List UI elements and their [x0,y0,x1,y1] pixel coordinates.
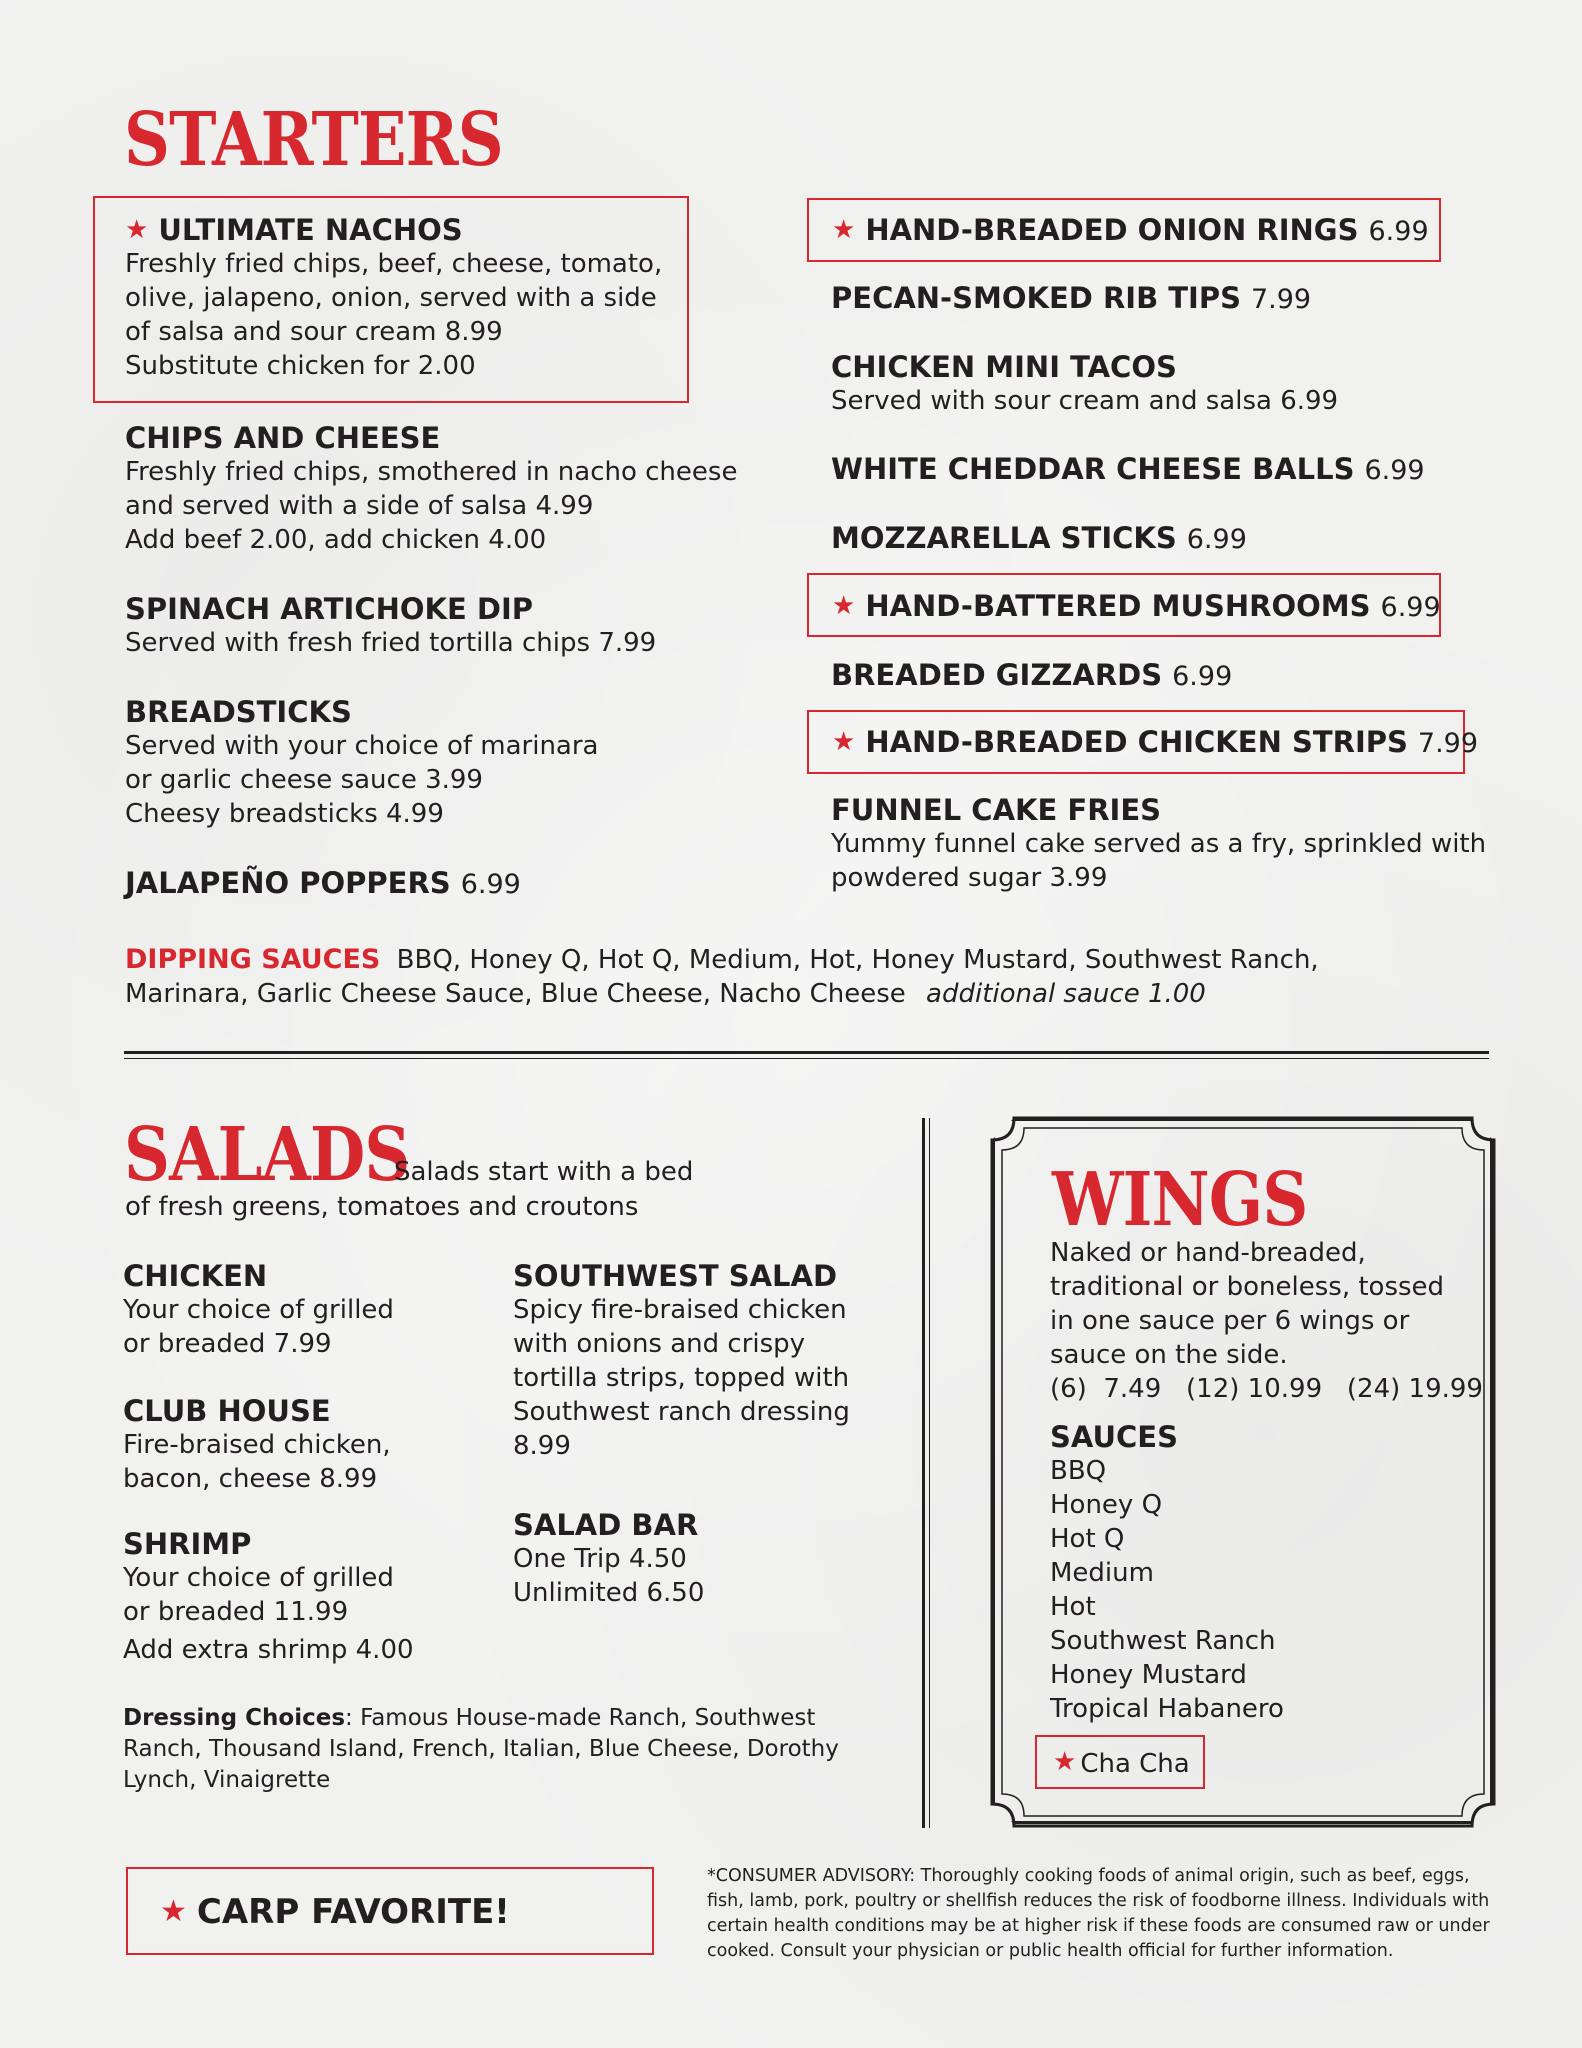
dipping-sauces-label: DIPPING SAUCES [125,944,381,975]
item-desc: Add beef 2.00, add chicken 4.00 [125,525,547,555]
item-desc: Southwest ranch dressing [513,1397,850,1427]
item-desc: 8.99 [513,1431,571,1461]
item-title: FUNNEL CAKE FRIES [831,793,1162,827]
salad-item-club-house [123,1394,391,1496]
item-title: PECAN-SMOKED RIB TIPS [831,281,1241,315]
item-desc: with onions and crispy [513,1329,806,1359]
item-title: HAND-BREADED CHICKEN STRIPS [865,725,1408,759]
wings-sauces [1050,1420,1284,1726]
salad-item-southwest [513,1259,850,1463]
dipping-sauces-list: BBQ, Honey Q, Hot Q, Medium, Hot, Honey Mustard, Southwest Ranch, [396,945,1319,975]
dressing-list: Lynch, Vinaigrette [123,1767,331,1793]
item-price: 6.99 [460,869,521,900]
wings-desc-line: Naked or hand-breaded, [1050,1238,1366,1268]
wings-desc-line: in one sauce per 6 wings or [1050,1306,1410,1336]
item-price: 6.99 [1368,216,1429,247]
menu-item-chips-and-cheese [125,421,737,557]
dressing-list: Ranch, Thousand Island, French, Italian, Blue Cheese, Dorothy [123,1736,839,1762]
item-desc: Fire-braised chicken, [123,1430,391,1460]
menu-item-chicken-mini-tacos [831,350,1338,418]
item-title: MOZZARELLA STICKS [831,521,1177,555]
item-desc: Your choice of grilled [123,1563,394,1593]
menu-item-chicken-strips [832,725,1478,761]
wings-description [1050,1236,1483,1406]
item-title: ULTIMATE NACHOS [158,213,463,247]
wings-sauce: Hot [1050,1592,1096,1622]
dipping-sauces-extra: additional sauce 1.00 [926,979,1206,1009]
advisory-line: fish, lamb, pork, poultry or shellfish reduces the risk of foodborne illness. Individuals with [707,1891,1490,1911]
item-title: BREADED GIZZARDS [831,658,1163,692]
item-title: HAND-BATTERED MUSHROOMS [865,589,1371,623]
wings-sauce: Southwest Ranch [1050,1626,1276,1656]
wings-heading: WINGS [1052,1157,1308,1243]
item-title: CHICKEN MINI TACOS [831,350,1177,384]
dipping-sauces-list: Marinara, Garlic Cheese Sauce, Blue Cheese, Nacho Cheese [125,979,906,1009]
star-icon: ★ [1053,1747,1077,1777]
item-title: SPINACH ARTICHOKE DIP [125,592,534,626]
item-desc: powdered sugar 3.99 [831,863,1108,893]
item-title: JALAPEÑO POPPERS [125,866,451,900]
item-desc: Substitute chicken for 2.00 [125,351,476,381]
item-price: 6.99 [1380,592,1441,623]
menu-item-funnel-cake-fries [831,793,1486,895]
star-icon: ★ [832,591,856,621]
menu-item-onion-rings [832,213,1429,249]
menu-item-mushrooms [832,589,1441,625]
item-title: HAND-BREADED ONION RINGS [865,213,1359,247]
menu-item-rib-tips [831,281,1311,317]
menu-item-breadsticks [125,695,598,831]
star-icon: ★ [125,215,149,245]
salads-heading: SALADS [124,1112,410,1198]
wings-sauce: Hot Q [1050,1524,1125,1554]
item-price: 7.99 [1417,728,1479,759]
item-desc: and served with a side of salsa 4.99 [125,491,594,521]
item-price: 6.99 [1172,661,1233,692]
wings-prices: (6) 7.49 (12) 10.99 (24) 19.99 [1050,1374,1483,1404]
starters-heading: STARTERS [124,97,503,183]
advisory-line: cooked. Consult your physician or public health official for further information. [707,1941,1394,1961]
item-desc: olive, jalapeno, onion, served with a side [125,283,657,313]
legend-carp-favorite [160,1892,510,1932]
wings-sauce-cha-cha [1053,1745,1190,1781]
item-desc: or breaded 7.99 [123,1329,332,1359]
item-title: CHIPS AND CHEESE [125,421,441,455]
dipping-sauces [125,943,1319,1011]
item-desc: Served with your choice of marinara [125,731,599,761]
legend-label: CARP FAVORITE! [196,1892,510,1932]
salad-item-shrimp [123,1527,414,1667]
item-desc: tortilla strips, topped with [513,1363,850,1393]
vertical-divider [922,1118,930,1828]
menu-item-gizzards [831,658,1232,694]
item-title: CLUB HOUSE [123,1394,331,1428]
salads-intro: Salads start with a bed [394,1157,694,1187]
wings-sauce: Honey Mustard [1050,1660,1247,1690]
consumer-advisory [707,1864,1490,1964]
wings-desc-line: sauce on the side. [1050,1340,1288,1370]
item-desc: Add extra shrimp 4.00 [123,1635,414,1665]
item-title: SHRIMP [123,1527,252,1561]
advisory-line: certain health conditions may be at higher risk if these foods are consumed raw or under [707,1916,1490,1936]
item-desc: Freshly fried chips, smothered in nacho cheese [125,457,738,487]
menu-item-jalapeno-poppers [125,866,521,902]
item-desc: or breaded 11.99 [123,1597,349,1627]
menu-item-spinach-artichoke-dip [125,592,656,660]
item-desc: bacon, cheese 8.99 [123,1464,378,1494]
dressing-choices [123,1703,839,1796]
item-desc: of salsa and sour cream 8.99 [125,317,503,347]
item-title: SOUTHWEST SALAD [513,1259,838,1293]
item-desc: Served with fresh fried tortilla chips 7.99 [125,628,657,658]
item-title: WHITE CHEDDAR CHEESE BALLS [831,452,1355,486]
item-desc: Unlimited 6.50 [513,1578,705,1608]
item-desc: Cheesy breadsticks 4.99 [125,799,444,829]
section-divider [124,1051,1489,1059]
item-title: BREADSTICKS [125,695,352,729]
star-icon: ★ [832,215,856,245]
item-desc: Yummy funnel cake served as a fry, sprinkled with [831,829,1487,859]
salads-intro: of fresh greens, tomatoes and croutons [125,1192,639,1222]
item-title: CHICKEN [123,1259,268,1293]
dressing-label: Dressing Choices [123,1705,346,1731]
item-price: 6.99 [1186,524,1247,555]
advisory-line: *CONSUMER ADVISORY: Thoroughly cooking foods of animal origin, such as beef, eggs, [707,1866,1470,1886]
item-desc: or garlic cheese sauce 3.99 [125,765,483,795]
wings-sauce-special: Cha Cha [1080,1749,1190,1779]
dressing-list: : Famous House-made Ranch, Southwest [345,1705,816,1731]
item-title: SALAD BAR [513,1508,699,1542]
item-desc: One Trip 4.50 [513,1544,687,1574]
menu-item-mozzarella-sticks [831,521,1247,557]
star-icon: ★ [832,727,856,757]
wings-sauce: Medium [1050,1558,1154,1588]
item-price: 7.99 [1250,284,1312,315]
item-desc: Served with sour cream and salsa 6.99 [831,386,1339,416]
star-icon: ★ [160,1894,187,1929]
menu-item-ultimate-nachos [125,213,662,383]
wings-sauce: Honey Q [1050,1490,1163,1520]
salad-item-salad-bar [513,1508,704,1610]
item-desc: Your choice of grilled [123,1295,394,1325]
wings-sauce: Tropical Habanero [1050,1694,1284,1724]
wings-desc-line: traditional or boneless, tossed [1050,1272,1445,1302]
wings-sauces-label: SAUCES [1050,1420,1178,1454]
item-desc: Spicy fire-braised chicken [513,1295,847,1325]
item-desc: Freshly fried chips, beef, cheese, tomato, [125,249,663,279]
wings-sauce: BBQ [1050,1456,1107,1486]
menu-item-cheese-balls [831,452,1425,488]
salad-item-chicken [123,1259,394,1361]
item-price: 6.99 [1364,455,1425,486]
